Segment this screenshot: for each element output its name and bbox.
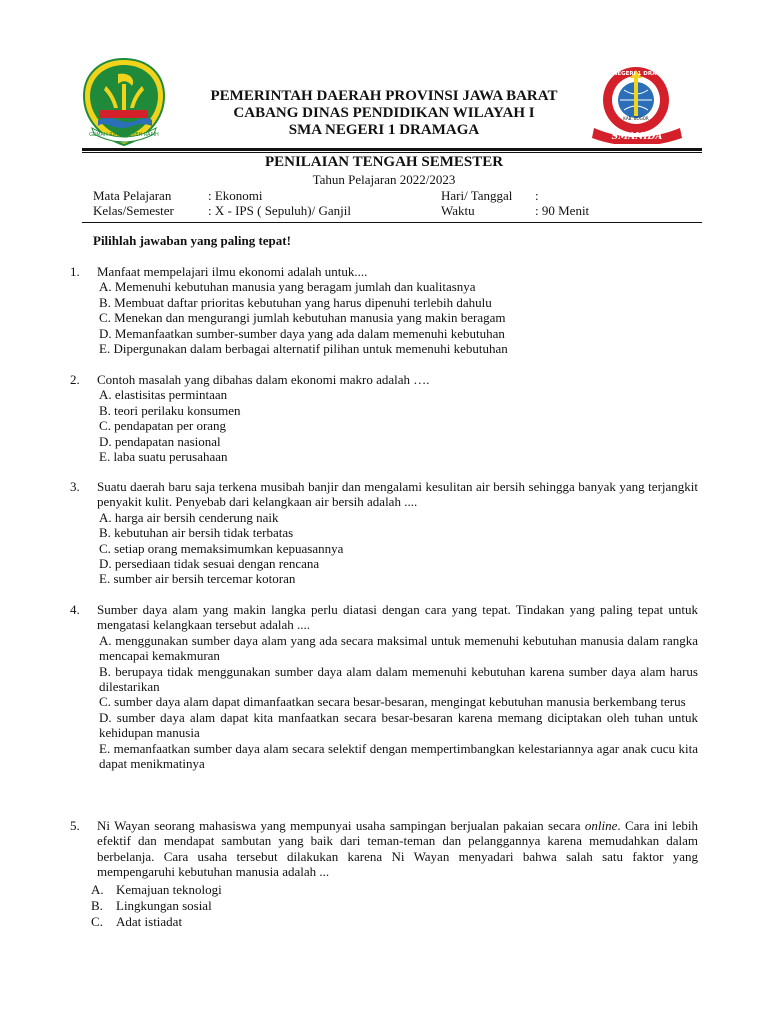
left-logo-text: GEMAH RIPAH REPEH RAPIH bbox=[89, 132, 159, 138]
option-b: B. teori perilaku konsumen bbox=[99, 402, 241, 418]
question-stem: Manfaat mempelajari ilmu ekonomi adalah untuk.... bbox=[97, 264, 368, 279]
question-stem: Contoh masalah yang dibahas dalam ekonomi makro adalah …. bbox=[97, 372, 430, 387]
right-logo-mid-text: KAB. BOGOR bbox=[623, 116, 649, 121]
option-c: C. pendapatan per orang bbox=[99, 418, 227, 434]
question-3 bbox=[70, 479, 698, 587]
option-e: E. memanfaatkan sumber daya alam secara selektif dengan mempertimbangkan kelestariannya agar anak cucu kita dapat menikmatinya bbox=[99, 740, 698, 772]
option-a: A. harga air bersih cenderung naik bbox=[99, 509, 279, 525]
option-a: A. menggunakan sumber daya alam yang ada secara maksimal untuk memenuhi kebutuhan manusia dalam rangka mencapai kemakmuran bbox=[99, 632, 698, 664]
option-d: D. sumber daya alam dapat kita manfaatkan secara besar-besaran karena memang diciptakan oleh tuhan untuk kehidupan manusia bbox=[99, 709, 698, 741]
exam-year: Tahun Pelajaran 2022/2023 bbox=[312, 172, 456, 187]
option-letter: A. bbox=[91, 881, 104, 897]
class-label: Kelas/Semester bbox=[93, 203, 174, 218]
option-a: A. Memenuhi kebutuhan manusia yang beragam jumlah dan kualitasnya bbox=[99, 279, 476, 295]
question-4 bbox=[70, 602, 698, 771]
right-logo-banner-text: SMANIDA bbox=[611, 132, 663, 142]
question-stem bbox=[97, 818, 698, 880]
option-d: D. Memanfaatkan sumber-sumber daya yang ada dalam memenuhi kebutuhan bbox=[99, 325, 505, 341]
question-number: 3. bbox=[70, 479, 80, 494]
question-stem: Sumber daya alam yang makin langka perlu diatasi dengan cara yang tepat. Tindakan yang paling tepat untuk mengatasi kelangkaan tersebut adalah .... bbox=[97, 602, 698, 633]
question-number: 4. bbox=[70, 602, 80, 617]
option-b bbox=[91, 898, 698, 913]
school-logo bbox=[590, 62, 686, 144]
date-value: : bbox=[535, 188, 539, 203]
option-b: B. kebutuhan air bersih tidak terbatas bbox=[99, 525, 294, 541]
instruction: Pilihlah jawaban yang paling tepat! bbox=[93, 233, 291, 248]
option-c bbox=[91, 914, 698, 929]
question-1 bbox=[70, 264, 698, 356]
option-b: B. berupaya tidak menggunakan sumber daya alam dalam memenuhi kebutuhan karena sumber daya alam harus dilestarikan bbox=[99, 663, 698, 695]
option-a: A. elastisitas permintaan bbox=[99, 387, 228, 403]
option-c: C. Menekan dan mengurangi jumlah kebutuhan manusia yang makin beragam bbox=[99, 310, 506, 326]
class-value: : X - IPS ( Sepuluh)/ Ganjil bbox=[208, 203, 351, 218]
option-e: E. laba suatu perusahaan bbox=[99, 449, 228, 465]
option-text: Lingkungan sosial bbox=[116, 898, 212, 914]
stem-italic: online bbox=[584, 818, 618, 833]
question-number: 1. bbox=[70, 264, 80, 279]
time-value: : 90 Menit bbox=[535, 203, 590, 218]
exam-title: PENILAIAN TENGAH SEMESTER bbox=[264, 154, 504, 170]
right-logo-top-text: SMA NEGERI 1 DRAMAGA bbox=[597, 71, 675, 77]
question-number: 2. bbox=[70, 372, 80, 387]
header-line-1: PEMERINTAH DAERAH PROVINSI JAWA BARAT bbox=[210, 88, 558, 104]
option-e: E. sumber air bersih tercemar kotoran bbox=[99, 571, 296, 587]
option-d: D. persediaan tidak sesuai dengan rencana bbox=[99, 556, 320, 572]
header-rule-thick bbox=[82, 148, 702, 151]
option-text: Adat istiadat bbox=[116, 914, 183, 930]
time-label: Waktu bbox=[441, 203, 475, 218]
question-stem: Suatu daerah baru saja terkena musibah banjir dan mengalami kesulitan air bersih sehingga banyak yang terjangkit penyakit kulit. Penyebab dari kelangkaan air bersih adalah .... bbox=[97, 479, 698, 510]
question-2 bbox=[70, 372, 698, 464]
option-b: B. Membuat daftar prioritas kebutuhan yang harus dipenuhi terlebih dahulu bbox=[99, 294, 492, 310]
date-label: Hari/ Tanggal bbox=[441, 188, 513, 203]
option-c: C. sumber daya alam dapat dimanfaatkan secara besar-besaran, mengingat kebutuhan manusia berkembang terus bbox=[99, 694, 686, 710]
option-e: E. Dipergunakan dalam berbagai alternatif pilihan untuk memenuhi kebutuhan bbox=[99, 341, 508, 357]
header-line-2: CABANG DINAS PENDIDIKAN WILAYAH I bbox=[233, 105, 535, 121]
meta-rule bbox=[82, 222, 702, 223]
option-letter: C. bbox=[91, 914, 103, 930]
stem-part-b: . Cara ini lebih efektif dan mendapat sambutan yang baik dari teman-teman dan pelanggannya karena memudahkan dalam berbelanja. Cara usaha tersebut dilakukan karena Ni Wayan menyadari bahwa salah satu faktor yang mempengaruhi kebutuhan manusia adalah ... bbox=[97, 818, 698, 880]
question-number: 5. bbox=[70, 818, 80, 833]
question-5 bbox=[70, 818, 698, 930]
option-text: Kemajuan teknologi bbox=[116, 881, 222, 897]
option-c: C. setiap orang memaksimumkan kepuasannya bbox=[99, 540, 344, 556]
subject-label: Mata Pelajaran bbox=[93, 188, 172, 203]
option-d: D. pendapatan nasional bbox=[99, 433, 221, 449]
header-line-3: SMA NEGERI 1 DRAMAGA bbox=[288, 122, 480, 138]
header-rule-thin bbox=[82, 152, 702, 153]
subject-value: : Ekonomi bbox=[208, 188, 263, 203]
option-a bbox=[91, 882, 698, 897]
stem-part-a: Ni Wayan seorang mahasiswa yang mempunyai usaha sampingan berjualan pakaian secara bbox=[97, 818, 585, 833]
option-letter: B. bbox=[91, 898, 103, 914]
